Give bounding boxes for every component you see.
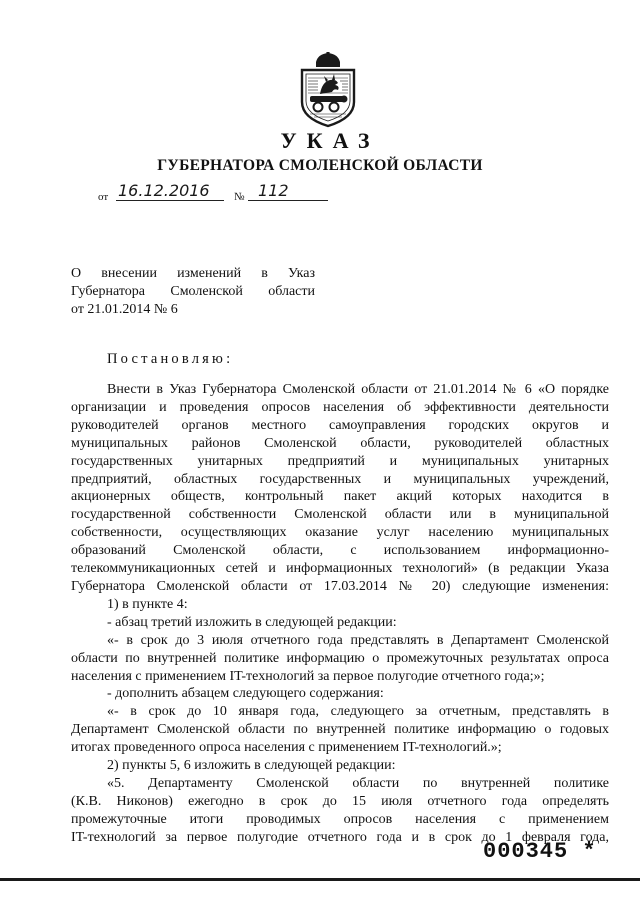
body-line: образований Смоленской области, с использованием информационно- — [71, 543, 609, 559]
body-line: руководителей органов местного самоуправления городских округов и — [71, 417, 609, 433]
body-line: предприятий, областных государственных и муниципальных учреждений, — [71, 471, 609, 487]
body-line: области по внутренней политике информацию о промежуточных результатах опроса — [71, 650, 609, 666]
date-label: от — [98, 191, 109, 203]
body-line: «- в срок до 10 января года, следующего за отчетным, представлять в — [107, 704, 609, 720]
body-line: - абзац третий изложить в следующей редакции: — [107, 614, 397, 630]
subject-line: О внесении изменений в Указ — [71, 266, 315, 281]
body-line: (К.В. Никонов) ежегодно в срок до 15 июля отчетного года определять — [71, 793, 609, 809]
body-line: государственной собственности Смоленской области или в муниципальной — [71, 507, 609, 523]
body-line: телекоммуникационных сетей и информационных технологий» (в редакции Указа — [71, 561, 609, 577]
body-line: «- в срок до 3 июля отчетного года представлять в Департамент Смоленской — [107, 632, 609, 648]
handwritten-date: 16.12.2016 — [116, 182, 224, 201]
body-line: «5. Департаменту Смоленской области по внутренней политике — [107, 775, 609, 791]
document-subtitle: ГУБЕРНАТОРА СМОЛЕНСКОЙ ОБЛАСТИ — [157, 157, 483, 174]
subject-line: от 21.01.2014 № 6 — [71, 302, 178, 317]
handwritten-number: 112 — [248, 182, 328, 201]
body-line: организации и проведения опросов населения об эффективности деятельности — [71, 399, 609, 415]
document-serial-number: 000345 * — [483, 839, 597, 864]
coat-of-arms-emblem — [288, 52, 368, 128]
body-line: 1) в пункте 4: — [107, 596, 188, 612]
body-line: Внести в Указ Губернатора Смоленской области от 21.01.2014 № 6 «О порядке — [107, 382, 609, 397]
body-line: акционерных обществ, контрольный пакет акций которых находится в — [71, 489, 609, 505]
body-line: IT-технологий за первое полугодие отчетного года и в срок до 1 февраля года, — [71, 829, 609, 845]
body-line: промежуточные итоги проводимых опросов населения с применением — [71, 811, 609, 827]
body-line: Губернатора Смоленской области от 17.03.2014 № 20) следующие изменения: — [71, 578, 609, 594]
body-line: итогах проведенного опроса населения с применением IT-технологий.»; — [71, 740, 502, 756]
body-line: собственности, осуществляющих оказание услуг населению муниципальных — [71, 525, 609, 541]
subject-line: Губернатора Смоленской области — [71, 284, 315, 299]
number-label: № — [234, 191, 245, 203]
document-subject — [71, 265, 315, 319]
document-body — [71, 381, 609, 847]
body-line: населения с применением IT-технологий за первое полугодие отчетного года;»; — [71, 668, 545, 684]
body-line: Департамент Смоленской области по внутренней политике информацию о годовых — [71, 722, 609, 738]
body-line: - дополнить абзацем следующего содержания: — [107, 686, 384, 702]
footer-divider — [0, 878, 640, 881]
body-line: муниципальных районов Смоленской области, руководителей областных — [71, 435, 609, 451]
document-title: УКАЗ — [280, 128, 380, 153]
resolution-preamble: Постановляю: — [107, 351, 234, 367]
body-line: 2) пункты 5, 6 изложить в следующей редакции: — [107, 758, 396, 774]
body-line: государственных унитарных предприятий и муниципальных унитарных — [71, 453, 609, 469]
